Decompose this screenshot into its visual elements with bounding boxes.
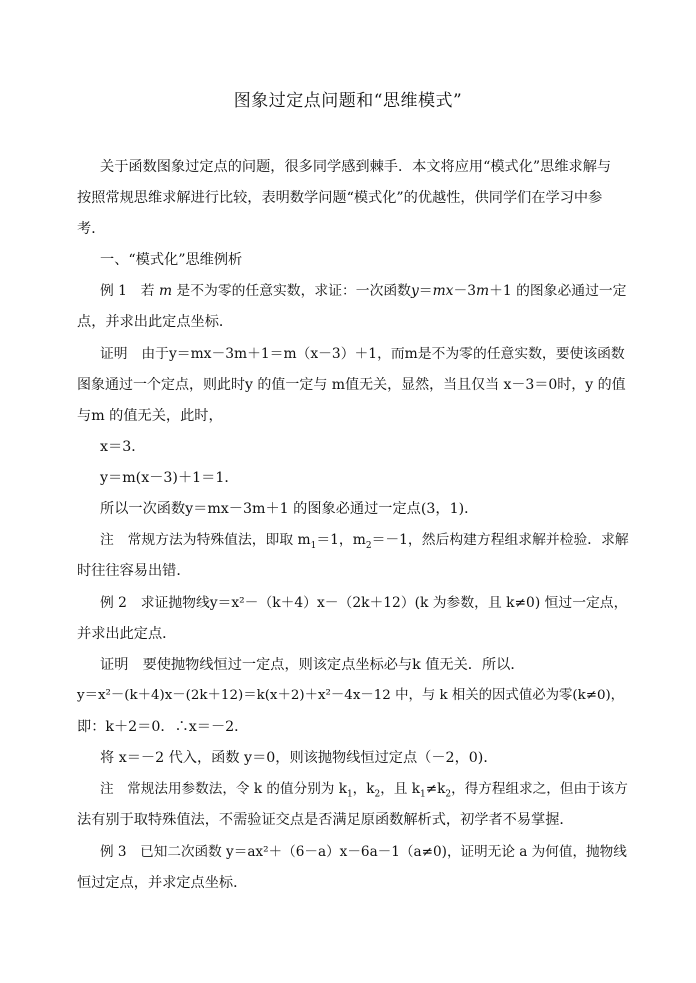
section-heading: 一、“模式化”思维例析 [100, 252, 243, 268]
proof-2-line-3: 即：k＋2＝0．∴x＝－2． [77, 719, 249, 735]
ex1-var-mx: mx [432, 283, 454, 299]
proof-2-line-1: 证明 要使抛物线恒过一定点，则该定点坐标必与k 值无关．所以． [100, 657, 525, 673]
note2-sub-1: 1 [346, 789, 353, 800]
proof-1-line-5: y＝m(x－3)＋1＝1． [100, 470, 239, 486]
ex1-minus3: －3 [453, 283, 477, 299]
note1-sub-1: 1 [310, 540, 317, 551]
note2-b: ，k [352, 781, 375, 797]
note2-a: 注 常规法用参数法，令 k 的值分别为 k [100, 781, 347, 797]
example-2-line-2: 并求出此定点． [77, 626, 177, 642]
intro-line-1: 关于函数图象过定点的问题，很多同学感到棘手．本文将应用“模式化”思维求解与 [100, 159, 612, 175]
note2-sub-4: 2 [445, 789, 452, 800]
note2-c: ，且 k [380, 781, 420, 797]
example-3-line-1: 例 3 已知二次函数 y＝ax²＋（6－a）x－6a－1（a≠0)，证明无论 a 为何值，抛物线 [100, 844, 627, 860]
intro-line-2: 按照常规思维求解进行比较，表明数学问题“模式化”的优越性，供同学们在学习中参 [77, 190, 603, 206]
note-1-line-1 [100, 530, 629, 550]
proof-1-line-4: x＝3． [100, 439, 146, 455]
example-2-line-1: 例 2 求证抛物线y＝x²－（k＋4）x－（2k＋12）(k 为参数，且 k≠0) 恒过一定点， [100, 595, 628, 611]
note1-sub-2: 2 [365, 540, 372, 551]
note1-b: ＝1，m [316, 532, 366, 548]
proof-2-line-4: 将 x＝－2 代入，函数 y＝0，则该抛物线恒过定点（－2，0)． [100, 750, 498, 766]
proof-1-line-6: 所以一次函数y＝mx－3m＋1 的图象必通过一定点(3，1)． [100, 501, 479, 517]
ex1-text-a: 例 1 若 [100, 283, 159, 299]
proof-1-line-3: 与m 的值无关，此时， [77, 408, 223, 424]
note1-a: 注 常规方法为特殊值法，即取 m [100, 532, 311, 548]
note1-c: ＝－1，然后构建方程组求解并检验．求解 [371, 532, 629, 548]
note2-sub-3: 1 [420, 789, 426, 800]
ex1-eq: ＝ [418, 283, 433, 299]
proof-1-line-1: 证明 由于y＝mx－3m＋1＝m（x－3）＋1，而m是不为零的任意实数，要使该函数 [100, 346, 625, 362]
proof-2-line-2: y＝x²－(k＋4)x－(2k＋12)＝k(x＋2)＋x²－4x－12 中，与 k 相关的因式值必为零(k≠0)， [77, 688, 625, 703]
proof-1-line-2: 图象通过一个定点，则此时y 的值一定与 m值无关，显然，当且仅当 x－3＝0时，y 的值 [77, 377, 626, 393]
ex1-text-k: ＋1 的图象必通过一定 [489, 283, 627, 299]
ex1-text-c: 是不为零的任意实数，求证：一次函数 [172, 283, 411, 299]
ex1-var-m: m [158, 283, 173, 299]
example-1-line-2: 点，并求出此定点坐标． [77, 314, 234, 330]
note2-d: ≠k [425, 781, 446, 797]
note2-sub-2: 2 [374, 789, 381, 800]
example-1-line-1 [100, 281, 626, 301]
ex1-var-y: y [410, 283, 419, 299]
intro-line-3: 考． [77, 221, 106, 237]
page-title: 图象过定点问题和“思维模式” [233, 91, 463, 111]
note-1-line-2: 时往往容易出错． [77, 563, 191, 579]
ex1-var-m2: m [476, 283, 490, 299]
note-2-line-2: 法有别于取特殊值法，不需验证交点是否满足原函数解析式，初学者不易掌握． [77, 812, 574, 828]
note-2-line-1 [100, 779, 628, 799]
example-3-line-2: 恒过定点，并求定点坐标． [77, 875, 248, 891]
note2-e: ，得方程组求之，但由于该方 [451, 781, 628, 797]
